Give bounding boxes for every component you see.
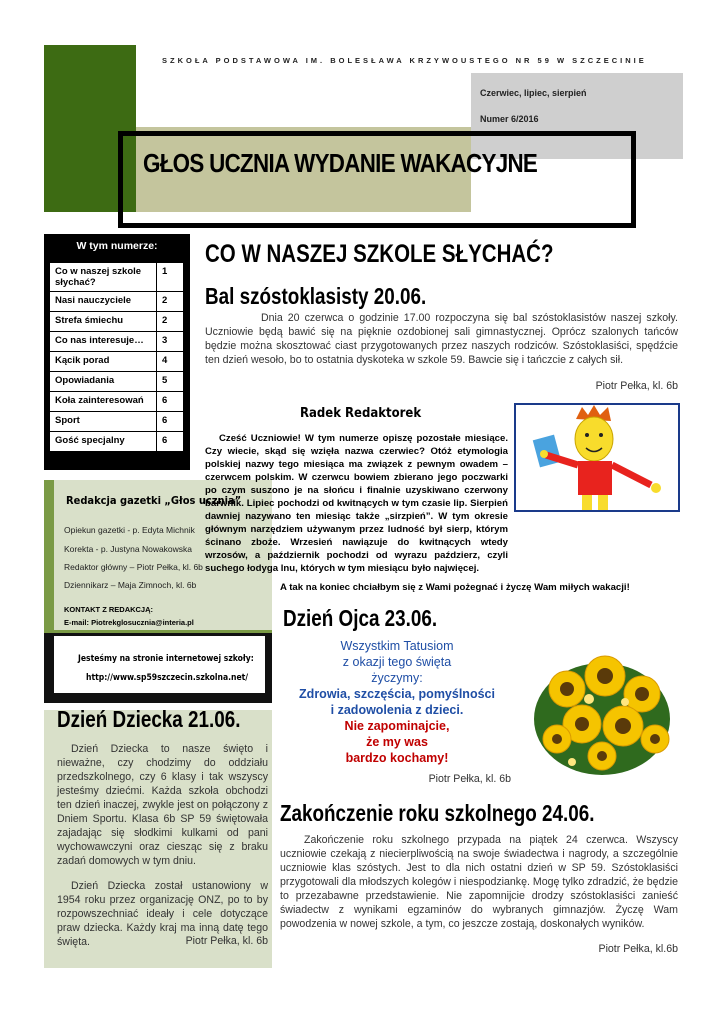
toc-item-page: 6 bbox=[157, 432, 184, 452]
ojca-line-3: życzymy: bbox=[371, 671, 423, 685]
toc-item-label: Nasi nauczyciele bbox=[50, 292, 157, 312]
koniec-text: Zakończenie roku szkolnego przypada na piątek 24 czerwca. Wszyscy uczniowie czekają z niecierpliwością na swoje świadectwa i nagrody, a szczególnie uczniowie klas szóstych. Jest to dla nich ostatni dzień w SP 59. Szóstoklasiści przygotowali dla młodszych kolegów i niespodziankę. Mogę tylko zdradzić, że będzie to przezabawne przedstawienie. Nie zapomnijcie drodzy szóstoklasiści zanieść świadectw z wynikami egzaminów do wybranych gimnazjów. Życzę Wam powodzenia w nowej szkole, a tym, co jeszcze zostają, doskonałych wyników. bbox=[280, 834, 678, 930]
ojca-red-3: bardzo kochamy! bbox=[345, 751, 449, 765]
dziecka-paragraph-1: Dzień Dziecka to nasze święto i nieważne, czy chodzimy do oddziału przedszkolnego, czy 6 klasy i tak wszyscy jesteśmy dziećmi. Każda szkoła obchodzi ten dzień inaczej, zwykle jest on połączony z Dniem Sportu. Klasa 6b SP 59 świętowała zajadając się słodkimi kulkami od pani wychowawczyni oraz ciesząc się z braku zadań domowych w tym dniu. bbox=[57, 743, 268, 867]
toc-item-page: 4 bbox=[157, 352, 184, 372]
ojca-line-1: Wszystkim Tatusiom bbox=[340, 639, 454, 653]
toc-row bbox=[50, 332, 184, 352]
redakcja-dziennikarz: Dziennikarz – Maja Zimnoch, kl. 6b bbox=[64, 580, 197, 590]
bal-text: Dnia 20 czerwca o godzinie 17.00 rozpoczyna się bal szóstoklasistów naszej szkoły. Uczniowie będą bawić się na pięknie ozdobionej sali gimnastycznej. Oprócz szalonych tańców będzie można skosztować ciast przygotowanych przez naszych rodziców. Szóstoklasiści, spędźcie ten dzień wesoło, bo to ostatnia dyskoteka w szkole 59. Bawcie się i tańczcie z całych sił. bbox=[205, 312, 678, 366]
toc-item-label: Koła zainteresowań bbox=[50, 392, 157, 412]
bal-title: Bal szóstoklasisty 20.06. bbox=[205, 283, 427, 309]
toc-item-page: 2 bbox=[157, 292, 184, 312]
redakcja-title: Redakcja gazetki „Głos ucznia” bbox=[66, 494, 242, 507]
section-title: CO W NASZEJ SZKOLE SŁYCHAĆ? bbox=[205, 240, 554, 268]
toc-row bbox=[50, 352, 184, 372]
website-inner bbox=[54, 636, 265, 693]
issue-number: Numer 6/2016 bbox=[480, 114, 539, 124]
toc-item-label: Kącik porad bbox=[50, 352, 157, 372]
toc-item-page: 3 bbox=[157, 332, 184, 352]
toc-row bbox=[50, 292, 184, 312]
title-frame bbox=[118, 131, 636, 228]
toc-title: W tym numerze: bbox=[76, 240, 158, 252]
page-title: GŁOS UCZNIA WYDANIE WAKACYJNE bbox=[143, 148, 538, 178]
ojca-red-2: że my was bbox=[366, 735, 428, 749]
ojca-bold-1: Zdrowia, szczęścia, pomyślności bbox=[299, 687, 495, 701]
ojca-wishes bbox=[283, 638, 511, 766]
issue-months: Czerwiec, lipiec, sierpień bbox=[480, 88, 587, 98]
bal-author: Piotr Pełka, kl. 6b bbox=[595, 380, 678, 392]
ojca-line-2: z okazji tego święta bbox=[342, 655, 452, 669]
toc-row bbox=[50, 412, 184, 432]
redakcja-redaktor: Redaktor główny – Piotr Pełka, kl. 6b bbox=[64, 562, 203, 572]
ojca-red-1: Nie zapominajcie, bbox=[344, 719, 450, 733]
toc-row bbox=[50, 432, 184, 452]
ojca-bold-2: i zadowolenia z dzieci. bbox=[330, 703, 464, 717]
toc-row bbox=[50, 312, 184, 332]
website-label: Jesteśmy na stronie internetowej szkoły: bbox=[78, 654, 254, 664]
toc-table bbox=[49, 262, 184, 452]
toc-box bbox=[44, 234, 190, 470]
toc-item-label: Gość specjalny bbox=[50, 432, 157, 452]
toc-item-label: Co nas interesuje… bbox=[50, 332, 157, 352]
toc-item-page: 2 bbox=[157, 312, 184, 332]
school-name: SZKOŁA PODSTAWOWA IM. BOLESŁAWA KRZYWOUSTEGO NR 59 W SZCZECINIE bbox=[162, 56, 647, 65]
website-link[interactable]: http://www.sp59szczecin.szkolna.net/ bbox=[86, 673, 249, 683]
contact-email[interactable]: E-mail: Piotrekglosucznia@interia.pl bbox=[64, 618, 194, 627]
boy-drawing bbox=[516, 405, 678, 510]
koniec-title: Zakończenie roku szkolnego 24.06. bbox=[280, 800, 595, 826]
toc-item-label: Opowiadania bbox=[50, 372, 157, 392]
radek-text-top bbox=[205, 432, 508, 575]
toc-item-label: Sport bbox=[50, 412, 157, 432]
redakcja-opiekun: Opiekun gazetki - p. Edyta Michnik bbox=[64, 525, 195, 535]
toc-item-page: 5 bbox=[157, 372, 184, 392]
toc-row bbox=[50, 392, 184, 412]
ojca-author: Piotr Pełka, kl. 6b bbox=[428, 773, 511, 785]
toc-item-page: 1 bbox=[157, 263, 184, 292]
koniec-author: Piotr Pełka, kl.6b bbox=[598, 943, 678, 955]
contact-label: KONTAKT Z REDAKCJĄ: bbox=[64, 605, 154, 614]
toc-item-page: 6 bbox=[157, 392, 184, 412]
dziecka-paragraph-2: Dzień Dziecka został ustanowiony w 1954 roku przez organizację ONZ, po to by rozpowszechniać ideały i cele dotyczące praw dziecka. Każdy kraj ma inną datę tego święta. bbox=[57, 880, 268, 948]
redakcja-korekta: Korekta - p. Justyna Nowakowska bbox=[64, 544, 193, 554]
ojca-title: Dzień Ojca 23.06. bbox=[283, 605, 438, 631]
sunflower-icon bbox=[527, 644, 677, 784]
radek-title: Radek Redaktorek bbox=[300, 406, 422, 421]
dziecka-author: Piotr Pełka, kl. 6b bbox=[185, 935, 268, 947]
radek-text: Cześć Uczniowie! W tym numerze opiszę pozostałe miesiące. Czy wiecie, skąd się wzięła nazwa czerwiec? Otóż etymologia polskiej nazwy tego miesiąca ma związek z pewnym owadem – czerwcem polskim. W czerwcu bowiem zbierano jego poczwarki po czym suszono je na słońcu i finalnie uzyskiwano czerwony barwnik. Lipiec pochodzi od kwitnących w tym czasie lip. Sierpień dawniej nazywano ten miesiąc także „sirzpień”. W tym okresie głównym narzędziem używanym przez ludność był sierp, którym ścinano zboże. Wrzesień nawiązuje do kwitnących wtedy wrzosów, a październik pochodzi od wyrazu paździerz, czyli suchego łodyga lnu, których w tym miesiącu było najwięcej. bbox=[205, 433, 508, 574]
toc-row bbox=[50, 372, 184, 392]
radek-ending: A tak na koniec chciałbym się z Wami pożegnać i życzę Wam miłych wakacji! bbox=[280, 582, 630, 593]
toc-row bbox=[50, 263, 184, 292]
toc-item-label: Co w naszej szkole słychać? bbox=[50, 263, 157, 292]
dziecka-title: Dzień Dziecka 21.06. bbox=[57, 706, 241, 732]
toc-item-page: 6 bbox=[157, 412, 184, 432]
sunflower-bouquet-image bbox=[527, 644, 677, 784]
toc-item-label: Strefa śmiechu bbox=[50, 312, 157, 332]
radek-illustration bbox=[514, 403, 680, 512]
